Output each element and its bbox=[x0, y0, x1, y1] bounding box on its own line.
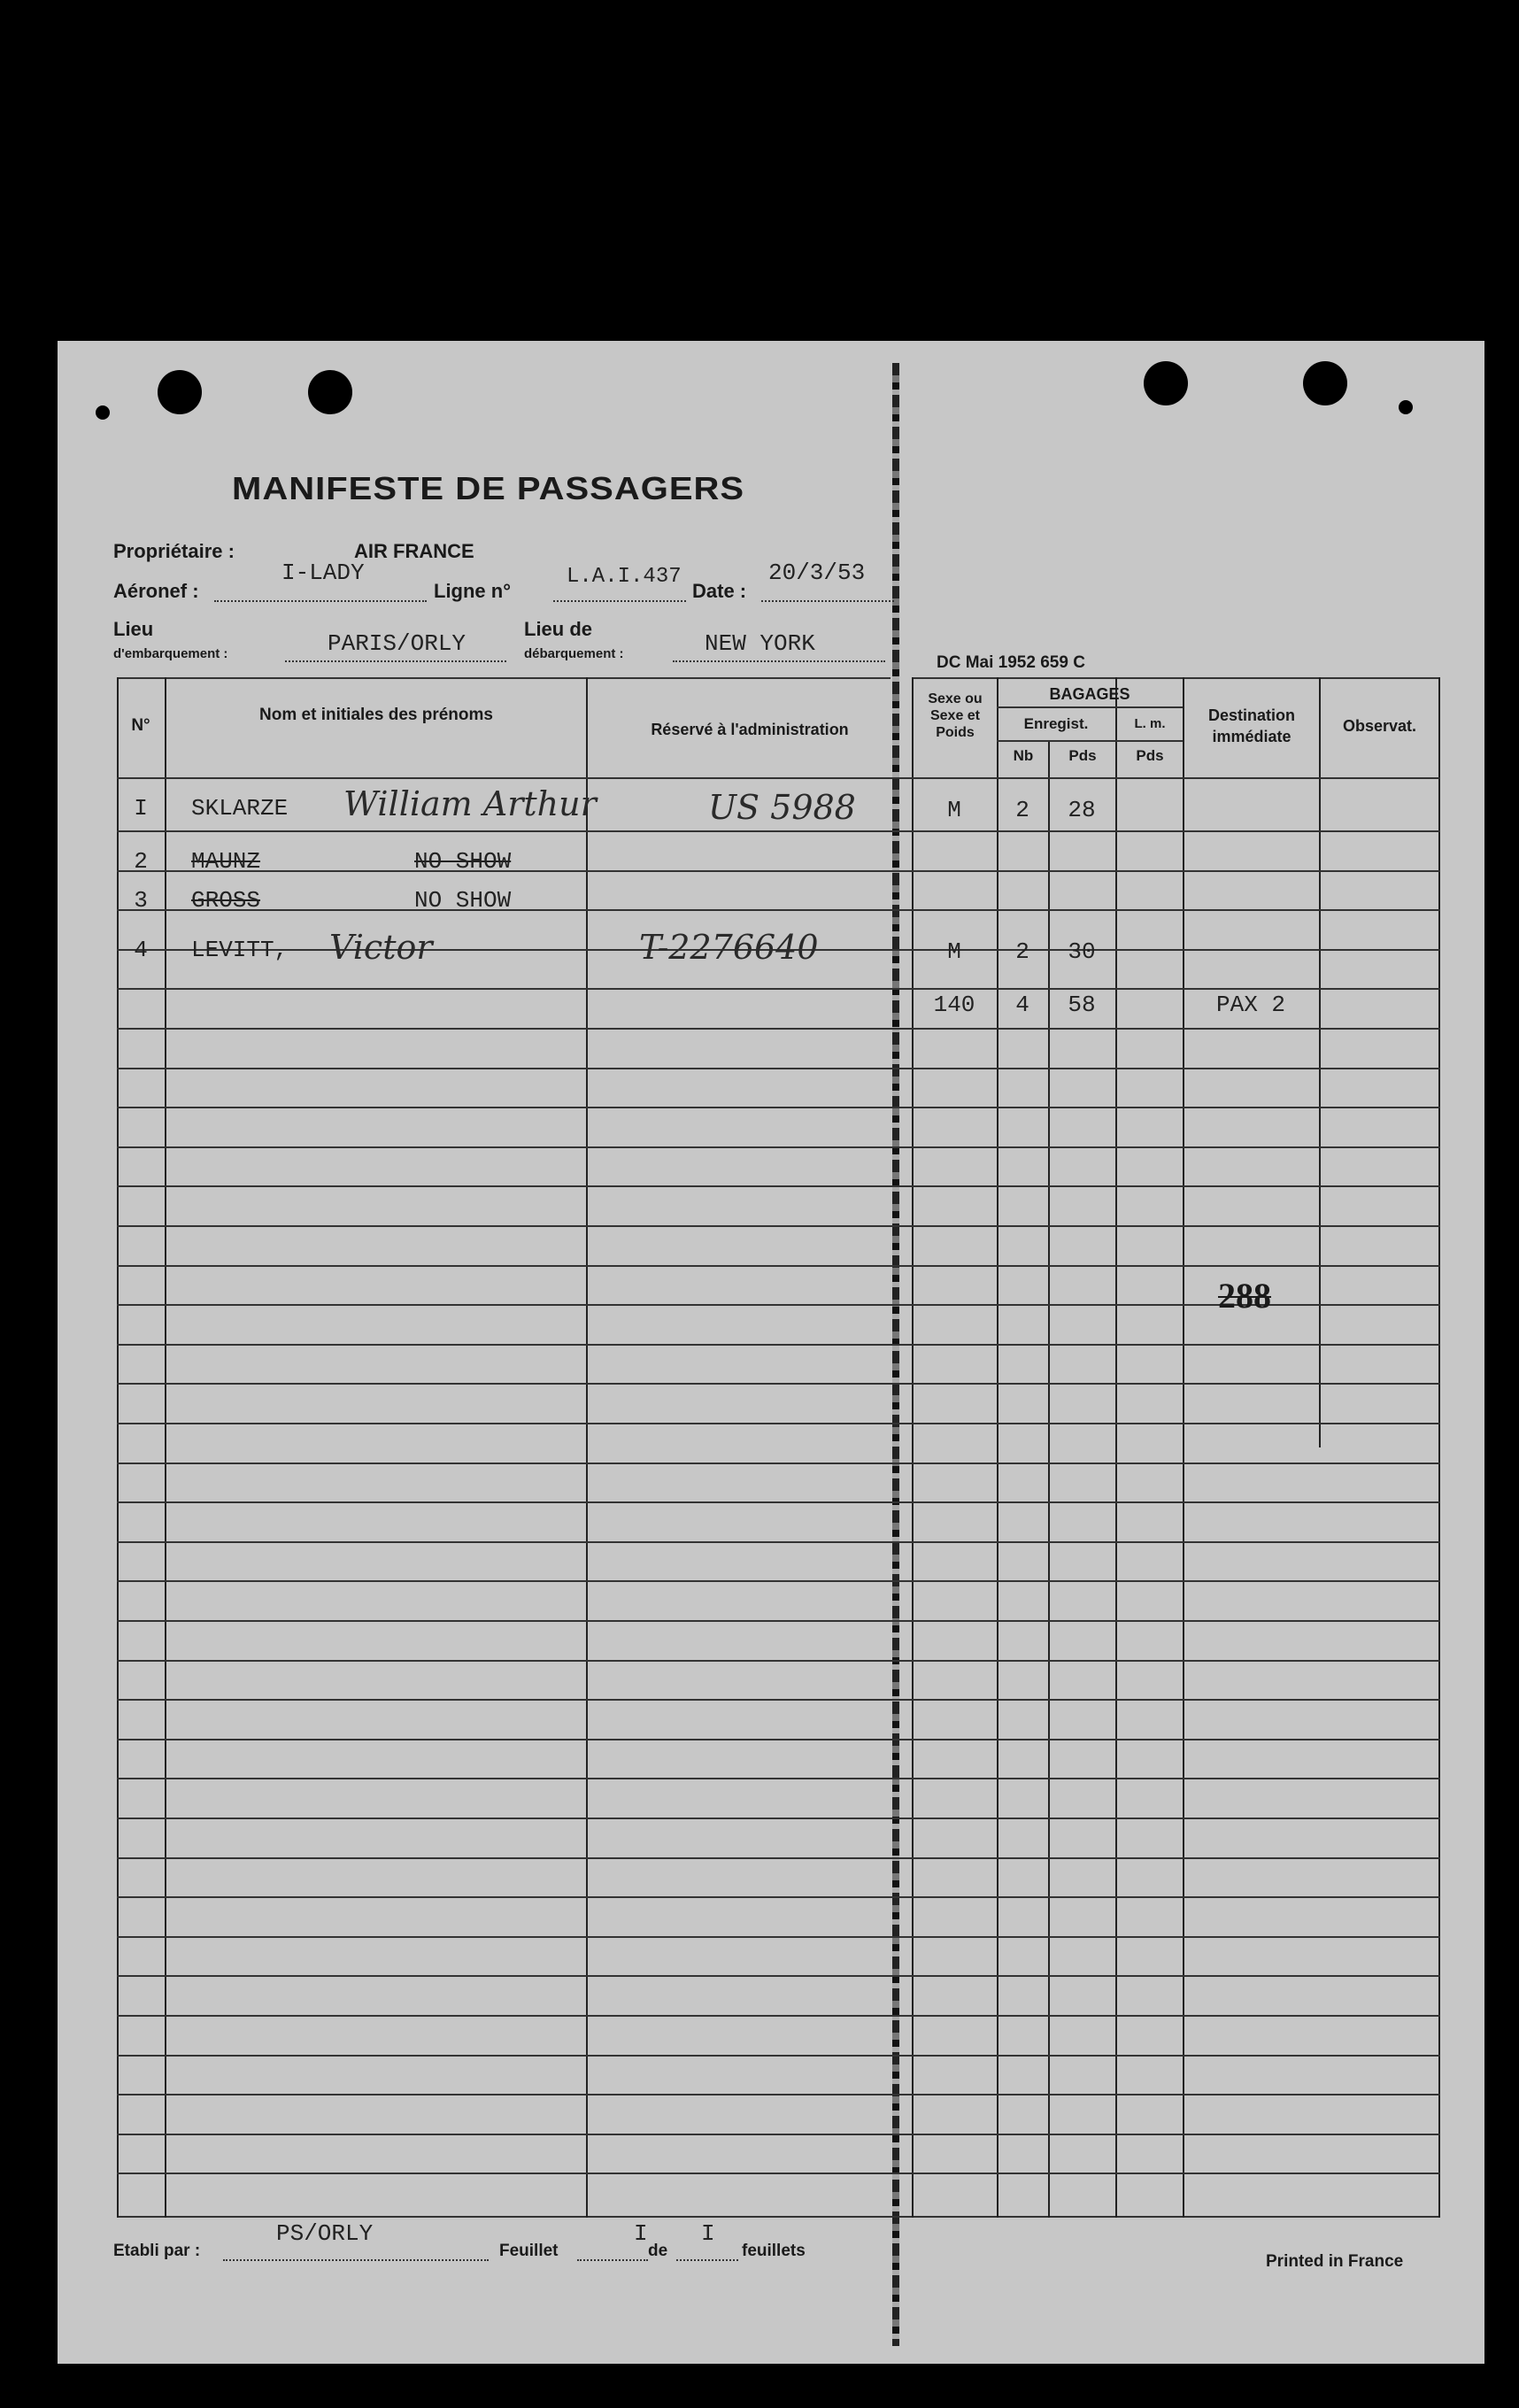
line-value: L.A.I.437 bbox=[567, 565, 682, 589]
table-row-line bbox=[117, 1936, 1440, 1938]
table-row-line bbox=[117, 870, 1440, 872]
date-line bbox=[761, 600, 894, 602]
row-3-number: 3 bbox=[134, 887, 148, 914]
col-border bbox=[1319, 677, 1321, 1447]
disembark-label-2: débarquement : bbox=[524, 646, 624, 661]
table-row-line bbox=[117, 1580, 1440, 1582]
col-border bbox=[997, 677, 999, 2218]
table-row-line bbox=[117, 1699, 1440, 1701]
disembark-value: NEW YORK bbox=[705, 630, 815, 657]
baggage-subheader-line bbox=[997, 740, 1183, 742]
table-row-line bbox=[117, 1660, 1440, 1662]
row-2-surname: MAUNZ bbox=[191, 848, 261, 875]
row-4-reserved: T-2276640 bbox=[639, 928, 819, 967]
punch-hole bbox=[1303, 361, 1347, 405]
table-row-line bbox=[117, 988, 1440, 990]
punch-hole bbox=[1399, 400, 1413, 414]
row-4-sex: M bbox=[947, 938, 961, 965]
punch-hole bbox=[308, 370, 352, 414]
table-row-line bbox=[117, 1344, 1440, 1346]
aircraft-value: I-LADY bbox=[281, 560, 365, 586]
of-value: I bbox=[701, 2220, 715, 2247]
row-4-bag-count: 2 bbox=[1015, 938, 1029, 965]
table-row-line bbox=[117, 1068, 1440, 1069]
of-label: de bbox=[648, 2242, 668, 2260]
embark-line bbox=[285, 660, 506, 662]
header-sex: Sexe ou Sexe et Poids bbox=[928, 691, 983, 740]
sheet-label: Feuillet bbox=[499, 2242, 559, 2260]
disembark-line bbox=[673, 660, 885, 662]
col-border bbox=[912, 677, 914, 2218]
table-row-line bbox=[117, 1463, 1440, 1464]
header-name: Nom et initiales des prénoms bbox=[259, 706, 493, 724]
row-1-surname: SKLARZE bbox=[191, 795, 289, 822]
aircraft-line bbox=[214, 600, 427, 602]
date-value: 20/3/53 bbox=[768, 560, 866, 586]
row-1-bag-count: 2 bbox=[1015, 797, 1029, 823]
table-top-border-left bbox=[117, 677, 891, 679]
table-row-line bbox=[117, 1028, 1440, 1030]
table-row-line bbox=[117, 2094, 1440, 2095]
aircraft-label: Aéronef : bbox=[113, 580, 199, 602]
row-2-status: NO SHOW bbox=[414, 848, 512, 875]
table-row-line bbox=[117, 1107, 1440, 1108]
total-bag-weight: 58 bbox=[1068, 992, 1096, 1018]
total-passengers: PAX 2 bbox=[1215, 992, 1285, 1018]
embark-label-2: d'embarquement : bbox=[113, 646, 228, 661]
header-registered: Enregist. bbox=[1023, 715, 1089, 732]
table-row-line bbox=[117, 1739, 1440, 1740]
row-1-sex: M bbox=[947, 797, 961, 823]
header-reserved: Réservé à l'administration bbox=[651, 721, 849, 738]
established-value: PS/ORLY bbox=[276, 2220, 374, 2247]
printed-in-france: Printed in France bbox=[1266, 2252, 1404, 2271]
header-no: N° bbox=[131, 716, 150, 735]
col-border bbox=[165, 677, 166, 2218]
sheet-line bbox=[577, 2259, 648, 2261]
line-number-line bbox=[553, 600, 686, 602]
disembark-label-1: Lieu de bbox=[524, 618, 593, 640]
header-hand-luggage: L. m. bbox=[1134, 716, 1166, 731]
owner-label: Propriétaire : bbox=[113, 540, 235, 562]
page-fold bbox=[892, 363, 899, 2346]
table-row-line bbox=[117, 1383, 1440, 1385]
table-row-line bbox=[117, 1620, 1440, 1622]
table-row-line bbox=[117, 1896, 1440, 1898]
sheets-label: feuillets bbox=[742, 2242, 806, 2260]
embark-label-1: Lieu bbox=[113, 618, 154, 640]
row-4-bag-weight: 30 bbox=[1068, 938, 1096, 965]
stamp-number: 288 bbox=[1218, 1276, 1271, 1316]
table-row-line bbox=[117, 1778, 1440, 1779]
header-baggage: BAGAGES bbox=[1049, 685, 1130, 703]
form-code: DC Mai 1952 659 C bbox=[937, 653, 1085, 672]
table-row-line bbox=[117, 1146, 1440, 1148]
table-row-line bbox=[117, 1975, 1440, 1977]
row-2-number: 2 bbox=[134, 848, 148, 875]
sheet-value: I bbox=[634, 2220, 648, 2247]
col-border bbox=[1438, 677, 1440, 2218]
owner-value: AIR FRANCE bbox=[354, 540, 474, 562]
row-1-reserved: US 5988 bbox=[708, 788, 856, 827]
col-border bbox=[1115, 677, 1117, 2218]
col-border bbox=[1183, 677, 1184, 2218]
embark-value: PARIS/ORLY bbox=[328, 630, 466, 657]
row-3-surname: GROSS bbox=[191, 887, 261, 914]
table-row-line bbox=[117, 2173, 1440, 2174]
form-title: MANIFESTE DE PASSAGERS bbox=[232, 471, 745, 506]
table-row-line bbox=[117, 1225, 1440, 1227]
total-bag-count: 4 bbox=[1015, 992, 1029, 1018]
table-top-border-right bbox=[912, 677, 1440, 679]
row-4-firstname: Victor bbox=[329, 928, 433, 967]
established-line bbox=[223, 2259, 489, 2261]
punch-hole bbox=[96, 405, 110, 420]
col-border bbox=[586, 677, 588, 2218]
header-pds: Pds bbox=[1068, 747, 1097, 764]
row-4-number: 4 bbox=[134, 937, 148, 963]
table-row-line bbox=[117, 777, 1440, 779]
header-observations: Observat. bbox=[1342, 717, 1417, 735]
baggage-header-line bbox=[997, 706, 1183, 708]
table-row-line bbox=[117, 1265, 1440, 1267]
punch-hole bbox=[158, 370, 202, 414]
row-1-firstname: William Arthur bbox=[343, 784, 597, 823]
table-row-line bbox=[117, 2055, 1440, 2057]
table-row-line bbox=[117, 1501, 1440, 1503]
table-row-line bbox=[117, 1818, 1440, 1819]
table-row-line bbox=[117, 830, 1440, 832]
total-weight: 140 bbox=[933, 992, 975, 1018]
table-row-line bbox=[117, 1541, 1440, 1543]
line-label: Ligne n° bbox=[434, 580, 512, 602]
row-1-bag-weight: 28 bbox=[1068, 797, 1096, 823]
punch-hole bbox=[1144, 361, 1188, 405]
header-destination: Destination immédiate bbox=[1207, 706, 1295, 745]
of-line bbox=[676, 2259, 738, 2261]
established-label: Etabli par : bbox=[113, 2242, 201, 2260]
header-nb: Nb bbox=[1013, 747, 1034, 764]
table-row-line bbox=[117, 1857, 1440, 1859]
row-1-number: I bbox=[134, 795, 148, 822]
table-row-line bbox=[117, 2134, 1440, 2135]
row-3-status: NO SHOW bbox=[414, 887, 512, 914]
row-4-surname: LEVITT, bbox=[191, 937, 289, 963]
header-pds-hand: Pds bbox=[1136, 747, 1164, 764]
table-row-line bbox=[117, 2015, 1440, 2017]
table-row-line bbox=[117, 909, 1440, 911]
date-label: Date : bbox=[692, 580, 747, 602]
table-row-line bbox=[117, 1185, 1440, 1187]
table-row-line bbox=[117, 1423, 1440, 1424]
table-bottom-border bbox=[117, 2216, 1440, 2218]
